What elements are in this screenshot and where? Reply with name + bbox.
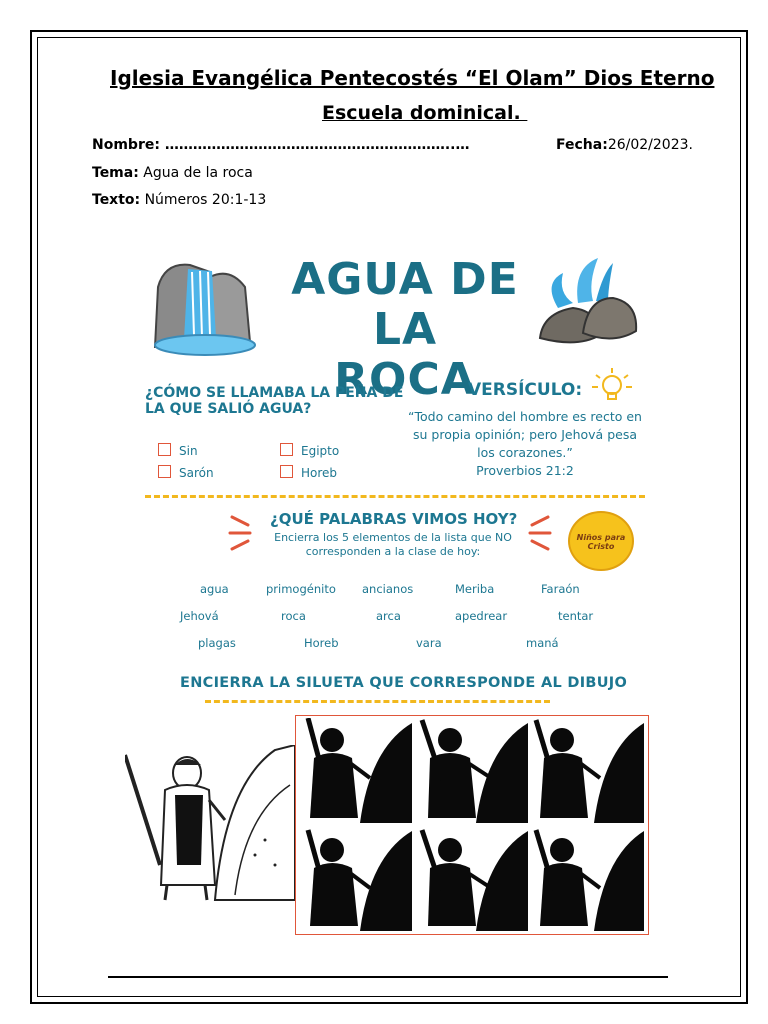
lightbulb-icon	[588, 365, 636, 405]
checkbox-icon[interactable]	[158, 465, 171, 478]
nombre-label: Nombre:	[92, 137, 160, 153]
bottom-rule	[108, 976, 668, 978]
checkbox-icon[interactable]	[280, 443, 293, 456]
texto-row	[92, 192, 266, 208]
nombre-row	[92, 137, 469, 153]
burst-left-icon	[228, 513, 254, 553]
word-item: Jehová	[180, 609, 219, 623]
word-item: apedrear	[455, 609, 508, 623]
word-item: Meriba	[455, 582, 495, 596]
silhouette-figure	[416, 826, 528, 931]
church-title: Iglesia Evangélica Pentecostés “El Olam” Dios Eterno	[110, 66, 715, 90]
silhouette-option[interactable]	[416, 718, 528, 823]
tema-row	[92, 165, 253, 181]
question-2-instructions: Encierra los 5 elementos de la lista que NO corresponden a la clase de hoy:	[274, 531, 512, 558]
option-egipto[interactable]: Egipto	[280, 443, 339, 458]
silhouette-figure	[532, 718, 644, 823]
option-sin[interactable]: Sin	[158, 443, 198, 458]
waterfall-rock-illustration	[150, 257, 260, 357]
versiculo-reference: Proverbios 21:2	[476, 463, 574, 478]
moses-striking-rock-drawing	[125, 745, 295, 905]
burst-right-icon	[526, 513, 552, 553]
silhouette-instruction: ENCIERRA LA SILUETA QUE CORRESPONDE AL DIBUJO	[180, 675, 628, 691]
versiculo-block	[405, 408, 645, 480]
checkbox-icon[interactable]	[280, 465, 293, 478]
fecha-row	[556, 137, 693, 153]
silhouette-option[interactable]	[532, 826, 644, 931]
word-item: agua	[200, 582, 229, 596]
word-item: arca	[376, 609, 401, 623]
title-line-2: ROCA	[334, 354, 476, 405]
silhouette-options-grid	[295, 715, 649, 935]
versiculo-title: VERSÍCULO:	[468, 380, 583, 400]
word-item: tentar	[558, 609, 594, 623]
dashed-divider	[205, 700, 550, 703]
silhouette-option[interactable]	[300, 718, 412, 823]
option-horeb[interactable]: Horeb	[280, 465, 337, 480]
silhouette-figure	[416, 718, 528, 823]
versiculo-text: “Todo camino del hombre es recto en su propia opinión; pero Jehová pesa los corazones.”	[408, 409, 642, 460]
title-line-1: AGUA DE LA	[291, 254, 519, 355]
tema-value: Agua de la roca	[138, 165, 253, 181]
texto-value: Números 20:1-13	[140, 192, 267, 208]
word-item: vara	[416, 636, 442, 650]
ninos-para-cristo-logo: Niños para Cristo	[568, 511, 634, 571]
word-item: ancianos	[362, 582, 414, 596]
fecha-label: Fecha:	[556, 137, 608, 153]
silhouette-option[interactable]	[300, 826, 412, 931]
silhouette-figure	[300, 718, 412, 823]
nombre-value: ……………………………………………………..…	[159, 137, 470, 153]
dashed-divider	[145, 495, 645, 498]
word-item: Horeb	[304, 636, 339, 650]
word-item: Faraón	[541, 582, 580, 596]
word-item: roca	[281, 609, 306, 623]
school-title: Escuela dominical.	[322, 102, 528, 124]
tema-label: Tema:	[92, 165, 139, 181]
texto-label: Texto:	[92, 192, 141, 208]
word-item: primogénito	[266, 582, 336, 596]
silhouette-option[interactable]	[416, 826, 528, 931]
question-1: ¿CÓMO SE LLAMABA LA PEÑA DE LA QUE SALIÓ AGUA?	[145, 385, 404, 417]
silhouette-figure	[300, 826, 412, 931]
option-saron[interactable]: Sarón	[158, 465, 214, 480]
water-splash-rocks-illustration	[538, 253, 643, 348]
question-2: ¿QUÉ PALABRAS VIMOS HOY?	[270, 510, 518, 528]
silhouette-option[interactable]	[532, 718, 644, 823]
checkbox-icon[interactable]	[158, 443, 171, 456]
fecha-value: 26/02/2023.	[607, 137, 693, 153]
word-item: maná	[526, 636, 559, 650]
silhouette-figure	[532, 826, 644, 931]
word-item: plagas	[198, 636, 236, 650]
worksheet-image	[140, 245, 650, 945]
